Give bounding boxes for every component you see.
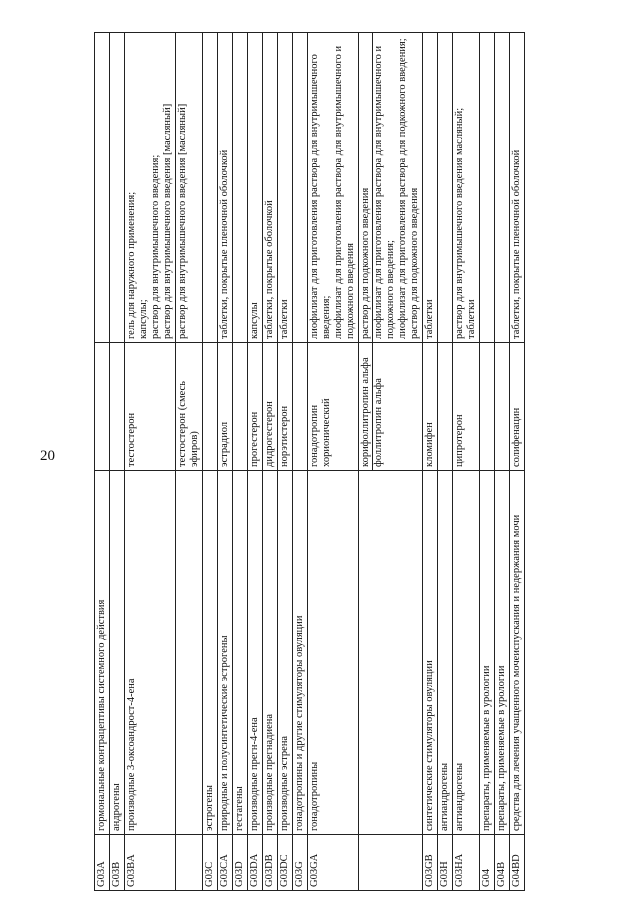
atc-code: G03DB xyxy=(263,835,278,891)
table-row xyxy=(233,33,248,891)
drug-name: ципротерон xyxy=(453,343,480,471)
dosage-form: гель для наружного применения; xyxy=(126,191,137,339)
page-number: 20 xyxy=(40,448,55,464)
dosage-forms xyxy=(218,33,233,343)
dosage-forms xyxy=(176,33,203,343)
dosage-forms xyxy=(510,33,525,343)
group-name: средства для лечения учащенного мочеиспускания и недержания мочи xyxy=(510,471,525,835)
dosage-forms xyxy=(278,33,293,343)
drug-name xyxy=(359,343,423,471)
drug-name: кломифен xyxy=(423,343,438,471)
table-row xyxy=(278,33,293,891)
drug-name: эстрадиол xyxy=(218,343,233,471)
drug-name xyxy=(110,343,125,471)
dosage-forms xyxy=(308,33,359,343)
dosage-forms xyxy=(248,33,263,343)
table-row xyxy=(263,33,278,891)
dosage-forms xyxy=(423,33,438,343)
atc-code: G03BA xyxy=(125,835,176,891)
atc-code: G03G xyxy=(293,835,308,891)
atc-code: G03GB xyxy=(423,835,438,891)
drug-name xyxy=(495,343,510,471)
table-row xyxy=(293,33,308,891)
drug-name-item: корифоллитропин альфа xyxy=(360,357,371,467)
dosage-forms xyxy=(293,33,308,343)
dosage-forms xyxy=(359,33,423,343)
drug-name: тестостерон (смесь эфиров) xyxy=(176,343,203,471)
group-name: производные 3-оксоандрост-4-ена xyxy=(125,471,176,835)
dosage-forms xyxy=(453,33,480,343)
rotated-table-container xyxy=(94,33,578,891)
dosage-form: раствор для внутримышечного введения [масляный] xyxy=(162,103,173,339)
table-row xyxy=(495,33,510,891)
table-row xyxy=(453,33,480,891)
group-name: андрогены xyxy=(110,471,125,835)
group-name: препараты, применяемые в урологии xyxy=(495,471,510,835)
table-row xyxy=(218,33,233,891)
dosage-form: лиофилизат для приготовления раствора для внутримышечного и подкожного введения xyxy=(333,45,356,339)
dosage-form: таблетки xyxy=(466,299,477,339)
drug-name: норэтистерон xyxy=(278,343,293,471)
group-name: антиандрогены xyxy=(453,471,480,835)
dosage-form: лиофилизат для приготовления раствора для подкожного введения; xyxy=(397,38,408,339)
atc-code: G03C xyxy=(203,835,218,891)
drug-name: прогестерон xyxy=(248,343,263,471)
atc-code: G03H xyxy=(438,835,453,891)
dosage-form: капсулы; xyxy=(138,299,149,339)
atc-code: G03HA xyxy=(453,835,480,891)
dosage-forms xyxy=(95,33,110,343)
drug-name xyxy=(480,343,495,471)
drug-name xyxy=(293,343,308,471)
group-name xyxy=(176,471,203,835)
dosage-forms xyxy=(438,33,453,343)
atc-code: G03D xyxy=(233,835,248,891)
drug-name: гонадотропин хорионический xyxy=(308,343,359,471)
dosage-form: раствор для внутримышечного введения [масляный] xyxy=(177,103,188,339)
drug-name xyxy=(203,343,218,471)
atc-code: G03DC xyxy=(278,835,293,891)
dosage-form: раствор для подкожного введения xyxy=(360,187,371,339)
group-name: гестагены xyxy=(233,471,248,835)
table-row xyxy=(423,33,438,891)
dosage-form: раствор для внутримышечного введения; xyxy=(150,154,161,339)
atc-code: G03B xyxy=(110,835,125,891)
group-name: гонадотропины xyxy=(308,471,359,835)
group-name: производные эстрена xyxy=(278,471,293,835)
table-row xyxy=(125,33,176,891)
drug-name-item: фоллитропин альфа xyxy=(372,343,385,470)
atc-code: G03DA xyxy=(248,835,263,891)
table-row xyxy=(95,33,110,891)
atc-code xyxy=(359,835,423,891)
atc-code: G03CA xyxy=(218,835,233,891)
atc-code: G04 xyxy=(480,835,495,891)
table-row xyxy=(203,33,218,891)
dosage-forms xyxy=(233,33,248,343)
group-name: гормональные контрацептивы системного действия xyxy=(95,471,110,835)
dosage-form: таблетки xyxy=(279,299,290,339)
group-name: препараты, применяемые в урологии xyxy=(480,471,495,835)
dosage-form: таблетки, покрытые пленочной оболочкой xyxy=(511,149,522,339)
drug-name xyxy=(438,343,453,471)
dosage-forms xyxy=(263,33,278,343)
table-row xyxy=(248,33,263,891)
table-row xyxy=(176,33,203,891)
dosage-form: лиофилизат для приготовления раствора для внутримышечного и подкожного введения; xyxy=(372,33,397,342)
dosage-forms xyxy=(480,33,495,343)
group-name: гонадотропины и другие стимуляторы овуляции xyxy=(293,471,308,835)
group-name: производные прегнадиена xyxy=(263,471,278,835)
drug-name: дидрогестерон xyxy=(263,343,278,471)
dosage-form: раствор для внутримышечного введения масляный; xyxy=(454,107,465,339)
dosage-form: таблетки xyxy=(424,299,435,339)
dosage-forms xyxy=(203,33,218,343)
atc-code: G03GA xyxy=(308,835,359,891)
drug-name xyxy=(233,343,248,471)
group-name: эстрогены xyxy=(203,471,218,835)
table-row xyxy=(359,33,423,891)
dosage-forms xyxy=(125,33,176,343)
table-row xyxy=(510,33,525,891)
drug-name: солифенацин xyxy=(510,343,525,471)
group-name: синтетические стимуляторы овуляции xyxy=(423,471,438,835)
dosage-form: таблетки, покрытые оболочкой xyxy=(264,200,275,339)
drug-classification-table xyxy=(94,32,525,891)
group-name: природные и полусинтетические эстрогены xyxy=(218,471,233,835)
group-name xyxy=(359,471,423,835)
dosage-form: раствор для подкожного введения xyxy=(409,187,420,339)
group-name: производные прегн-4-ена xyxy=(248,471,263,835)
atc-code xyxy=(176,835,203,891)
dosage-forms xyxy=(110,33,125,343)
table-row xyxy=(480,33,495,891)
atc-code: G04BD xyxy=(510,835,525,891)
atc-code: G03A xyxy=(95,835,110,891)
drug-name xyxy=(95,343,110,471)
drug-name: тестостерон xyxy=(125,343,176,471)
table-row xyxy=(308,33,359,891)
table-row xyxy=(110,33,125,891)
dosage-form: капсулы xyxy=(249,302,260,339)
group-name: антиандрогены xyxy=(438,471,453,835)
atc-code: G04B xyxy=(495,835,510,891)
table-row xyxy=(438,33,453,891)
dosage-form: лиофилизат для приготовления раствора для внутримышечного введения; xyxy=(309,54,332,339)
dosage-forms xyxy=(495,33,510,343)
dosage-form: таблетки, покрытые пленочной оболочкой xyxy=(219,149,230,339)
